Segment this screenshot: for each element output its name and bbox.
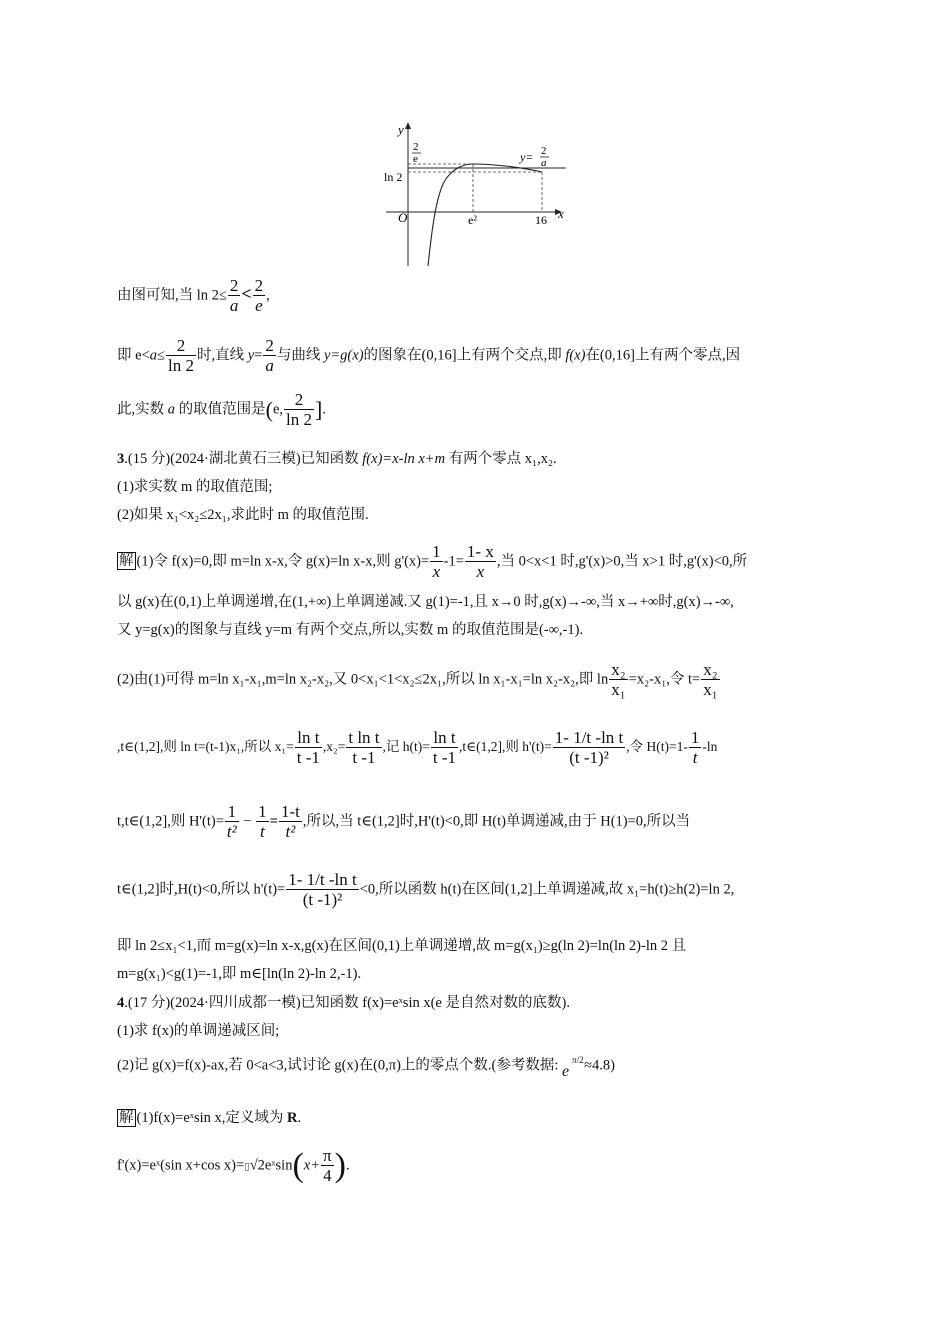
label-2e-den: e — [413, 153, 418, 165]
solution-3-line-5 — [117, 728, 717, 768]
text: ≈4.8) — [584, 1057, 615, 1074]
label-ln2: ln 2 — [384, 170, 403, 184]
numerator: 1 — [227, 802, 237, 821]
text: t,t∈(1,2],则 H'(t)= — [117, 813, 224, 830]
tick-e2: e² — [468, 213, 477, 227]
numerator: 1 — [690, 728, 700, 747]
text: ,t∈(1,2],则 ln t=(t-1)x₁,所以 x₁= — [117, 739, 294, 755]
fraction — [609, 660, 627, 700]
numerator: 1- 1/t -ln t — [288, 870, 357, 889]
text: (1)f(x)=eˣsin x,定义域为 — [136, 1110, 287, 1126]
text: (1)令 f(x)=0,即 m=ln x-x,令 g(x)=ln x-x,则 g'(x)= — [136, 553, 430, 570]
denominator: t -1 — [346, 747, 381, 768]
fraction — [166, 336, 196, 376]
text: (2)由(1)可得 m=ln x₁-x₁,m=ln x₂-x₂,又 0<x₁<1<x₂≤2x₁,所以 ln x₁-x₁=ln x₂-x₂,即 ln — [117, 671, 609, 688]
fraction — [430, 542, 443, 582]
solution-tag: 解 — [119, 553, 134, 570]
numerator: ln t — [297, 728, 320, 747]
denominator: e — [253, 295, 266, 316]
line-3 — [117, 390, 326, 430]
problem-3-q1: (1)求实数 m 的取值范围; — [117, 479, 273, 495]
denominator: t -1 — [296, 748, 320, 767]
numerator: 2 — [254, 276, 264, 295]
denominator: a — [265, 356, 274, 375]
solution-3-line-3: 又 y=g(x)的图象与直线 y=m 有两个交点,所以,实数 m 的取值范围是(-∞,-1). — [117, 622, 584, 638]
text: ,令 H(t)=1- — [626, 739, 688, 755]
problem-number: 4 — [117, 995, 125, 1011]
denominator: a — [229, 296, 239, 315]
fraction — [553, 728, 625, 768]
var: y=g(x) — [323, 347, 364, 364]
numerator: π — [323, 1146, 332, 1165]
denominator: x₁ — [703, 680, 718, 699]
denominator: t — [256, 821, 269, 842]
text: 即 e< — [117, 347, 150, 364]
bracket: ] — [315, 397, 323, 422]
reals-symbol: R — [287, 1110, 298, 1126]
text: ,x₂= — [322, 739, 346, 755]
fraction — [253, 276, 266, 316]
text: , — [266, 287, 270, 304]
fraction — [689, 728, 702, 768]
denominator: t -1 — [432, 748, 457, 767]
numerator: 1- 1/t -ln t — [554, 728, 624, 747]
line-label-prefix: y= — [520, 150, 534, 164]
numerator: 2 — [294, 390, 304, 409]
denominator: (t -1)² — [553, 747, 625, 768]
text: ,所以,当 t∈(1,2]时,H'(t)<0,即 H(t)单调递减,由于 H(1)=0,所以当 — [302, 813, 691, 830]
text: 由图可知,当 ln 2≤ — [117, 287, 227, 304]
fraction — [431, 728, 458, 768]
y-axis-arrow — [405, 122, 411, 129]
text: = — [254, 347, 263, 364]
numerator: ln t — [433, 728, 456, 747]
solution-3-line-8: 即 ln 2≤x₁<1,而 m=g(x)=ln x-x,g(x)在区间(0,1)上单调递增,故 m=g(x₁)≥g(ln 2)=ln(ln 2)-ln 2 且 — [117, 938, 687, 954]
solution-3-line-2: 以 g(x)在(0,1)上单调递增,在(1,+∞)上单调递减.又 g(1)=-1,且 x→0 时,g(x)→-∞,当 x→+∞时,g(x)→-∞, — [117, 594, 734, 610]
origin-label: O — [398, 210, 408, 225]
fraction — [346, 728, 381, 768]
placeholder-box: ▯ — [244, 1161, 250, 1173]
right-paren: ) — [334, 1147, 346, 1184]
numerator: 2 — [265, 336, 274, 355]
solution-3-line-1 — [117, 542, 747, 582]
text: (2)记 g(x)=f(x)-ax,若 0<a<3,试讨论 g(x)在(0,π)上的零点个数.(参考数据: — [117, 1057, 563, 1074]
numerator: 1 — [432, 542, 441, 561]
text: 与曲线 — [276, 347, 324, 364]
fraction — [228, 276, 241, 316]
denominator: x — [465, 561, 496, 582]
numerator: 1- x — [466, 542, 494, 561]
fraction — [263, 336, 276, 376]
numerator: t ln t — [348, 728, 380, 747]
fraction — [279, 802, 302, 842]
label-2e-num: 2 — [413, 141, 419, 153]
e-power — [562, 1054, 584, 1078]
text: e, — [272, 401, 284, 418]
text: . — [322, 401, 326, 418]
fraction — [321, 1146, 334, 1186]
text: x+ — [303, 1157, 321, 1174]
denominator: 4 — [321, 1165, 334, 1186]
problem-number: 3 — [117, 451, 125, 467]
solution-4-line-2 — [117, 1146, 350, 1186]
text: ,t∈(1,2],则 h'(t)= — [459, 739, 552, 755]
var: a — [149, 347, 157, 364]
fraction — [284, 390, 314, 430]
text: t∈(1,2]时,H(t)<0,所以 h'(t)= — [117, 881, 286, 898]
fraction — [225, 802, 239, 842]
denominator: x₁ — [611, 680, 626, 699]
var: f(x) — [565, 347, 586, 364]
text: .(15 分)(2024·湖北黄石三模)已知函数 — [124, 451, 363, 467]
numerator: 1-t — [280, 802, 300, 821]
fraction — [701, 660, 719, 700]
problem-3-q2: (2)如果 x₁<x₂≤2x₁,求此时 m 的取值范围. — [117, 507, 369, 523]
text: . — [345, 1157, 350, 1174]
curve-g — [428, 164, 542, 266]
problem-4-q1: (1)求 f(x)的单调递减区间; — [117, 1023, 280, 1039]
text: − — [239, 813, 256, 830]
denominator: ln 2 — [286, 410, 312, 429]
text: √2eˣsin — [249, 1157, 293, 1174]
text: -1= — [443, 553, 464, 570]
line-label-den: a — [541, 157, 547, 169]
fraction — [295, 728, 322, 768]
less-than: < — [241, 283, 252, 304]
text: 有两个零点 x₁,x₂. — [445, 451, 557, 467]
tick-16: 16 — [535, 213, 547, 227]
numerator: 1 — [258, 802, 267, 821]
line-label-num: 2 — [541, 145, 547, 157]
numerator: 2 — [176, 336, 186, 355]
problem-3-title — [117, 449, 557, 469]
exponent: π/2 — [572, 1055, 584, 1065]
function-graph — [380, 118, 580, 270]
var: a — [167, 401, 175, 418]
text: 此,实数 — [117, 401, 168, 418]
text: 的图象在(0,16]上有两个交点,即 — [363, 347, 566, 364]
line-1 — [117, 276, 270, 316]
fraction — [465, 542, 496, 582]
text: .(17 分)(2024·四川成都一模)已知函数 f(x)=eˣsin x(e 是自然对数的底数). — [124, 995, 570, 1011]
denominator: t² — [279, 821, 302, 842]
paren: ( — [265, 397, 273, 422]
denominator: t² — [226, 822, 237, 841]
solution-4-line-1 — [117, 1108, 301, 1128]
x-axis-label: x — [558, 206, 564, 221]
text: -ln — [702, 739, 718, 755]
y-axis-label: y — [398, 122, 404, 137]
text: ,记 h(t)= — [382, 739, 430, 755]
denominator: t — [689, 747, 702, 768]
solution-3-line-7 — [117, 870, 734, 910]
text: ,当 0<x<1 时,g'(x)>0,当 x>1 时,g'(x)<0,所 — [496, 553, 748, 570]
solution-3-line-6 — [117, 802, 690, 842]
text: <0,所以函数 h(t)在区间(1,2]上单调递减,故 x₁=h(t)≥h(2)=ln 2, — [359, 881, 735, 898]
text: f'(x)=eˣ(sin x+cos x)= — [117, 1157, 245, 1174]
solution-3-line-4 — [117, 660, 721, 700]
numerator: x₂ — [611, 660, 626, 679]
text: 时,直线 — [196, 347, 248, 364]
denominator: (t -1)² — [286, 889, 358, 910]
text: = — [269, 813, 278, 830]
line-2 — [117, 336, 740, 376]
text: 在(0,16]上有两个零点,因 — [585, 347, 741, 364]
fraction — [256, 802, 269, 842]
numerator: x₂ — [703, 660, 718, 679]
numerator: 2 — [229, 276, 239, 295]
formula: f(x)=x-ln x+m — [362, 451, 446, 467]
fraction — [286, 870, 358, 910]
solution-tag: 解 — [119, 1110, 134, 1126]
problem-4-title — [117, 993, 570, 1013]
text: 的取值范围是 — [175, 401, 266, 418]
text: =x₂-x₁,令 t= — [628, 671, 701, 688]
var: y — [247, 347, 255, 364]
denominator: ln 2 — [167, 356, 194, 375]
denominator: x — [430, 561, 443, 582]
solution-3-line-9: m=g(x₁)<g(1)=-1,即 m∈[ln(ln 2)-ln 2,-1). — [117, 966, 362, 982]
text: . — [297, 1110, 302, 1126]
problem-4-q2 — [117, 1054, 615, 1078]
base: e — [562, 1063, 570, 1080]
left-paren: ( — [292, 1147, 304, 1184]
text: ≤ — [157, 347, 165, 364]
